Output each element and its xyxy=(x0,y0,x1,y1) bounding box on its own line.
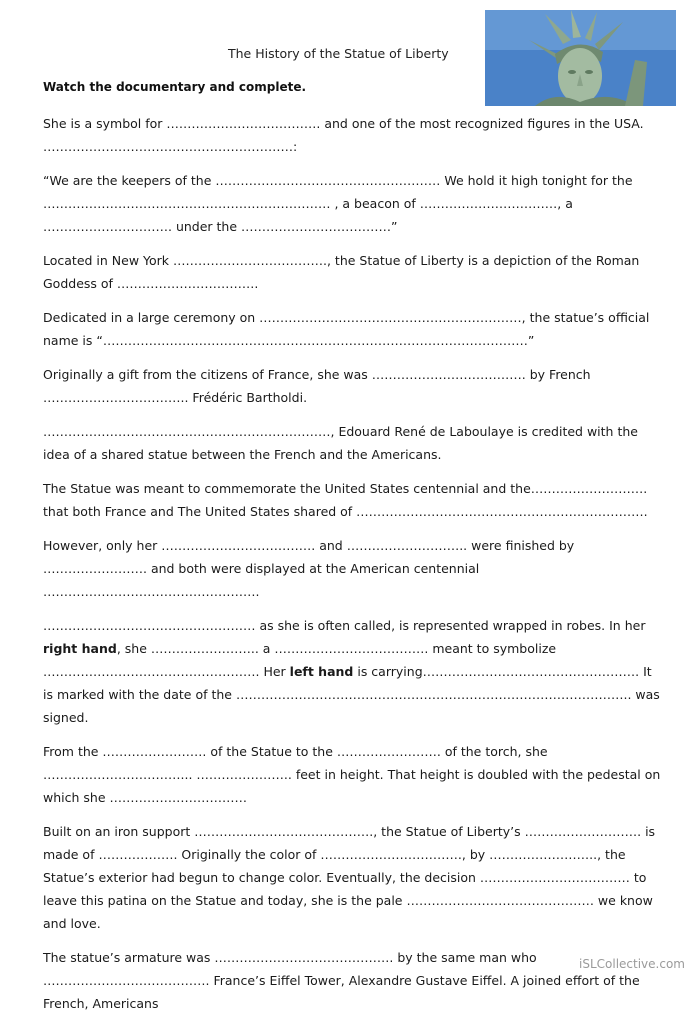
paragraph-dedication xyxy=(43,306,663,352)
paragraph-text: From the ……………………. of the Statue to the ……………………. of the torch, she ……………………………... ………………….. feet in height. That height is doubled with the pedestal on which she …………………………… xyxy=(43,744,661,805)
paragraph-text: …………………………………………… as she is often called, is represented wrapped in robes. In her right hand, she …………………….. a ………………………………. meant to symbolize ……………………………………………. Her left hand is carrying……………………………………………. It is marked with the date of the ………………………………………………………………………………….. was signed. xyxy=(43,618,660,725)
worksheet-title: The History of the Statue of Liberty xyxy=(228,46,449,61)
paragraph-text: ……………………………………………………………, Edouard René de Laboulaye is credited with the idea of a shared statue between the French and the Americans. xyxy=(43,424,638,462)
paragraph-keepers xyxy=(43,169,663,238)
paragraph-text: The Statue was meant to commemorate the United States centennial and the………………………. that both France and The United States shared of ……………………………………………………………. xyxy=(43,481,648,519)
paragraph-height xyxy=(43,740,663,809)
paragraph-text: Built on an iron support ……………………………………., the Statue of Liberty’s ………………………. is made of ………………. Originally the color of ……………………………., by …………………….., the Statue’s exterior had begun to change color. Eventually, the decision ……………………………… to leave this patina on the Statue and today, she is the pale ……………………………………… we know and love. xyxy=(43,824,656,931)
paragraph-text: Dedicated in a large ceremony on ………………………………………………………, the statue’s official name is “…………………………………………………………………………………………” xyxy=(43,310,650,348)
statue-illustration xyxy=(485,10,676,106)
paragraph-robes xyxy=(43,614,663,729)
paragraph-text: However, only her ………………………………. and ……………………….. were finished by ……………………. and both were displayed at the American centennial ……………………………………………. xyxy=(43,538,575,599)
paragraph-text: Located in New York ………………………………., the Statue of Liberty is a depiction of the Roman Goddess of ……………………………. xyxy=(43,253,640,291)
worksheet-instruction: Watch the documentary and complete. xyxy=(43,80,307,94)
paragraph-finished xyxy=(43,534,663,603)
paragraph-gift xyxy=(43,363,663,409)
paragraph-location xyxy=(43,249,663,295)
paragraph-iron-support xyxy=(43,820,663,935)
paragraph-text: The statue’s armature was ……………………………………. by the same man who …………………………………. France’s Eiffel Tower, Alexandre Gustave Eiffel. A joined effort of the French, Americans xyxy=(43,950,640,1011)
paragraph-text: She is a symbol for ………………………………. and one of the most recognized figures in the USA. ……………………………………………………: xyxy=(43,116,644,154)
statue-of-liberty-photo xyxy=(485,10,676,106)
site-watermark: iSLCollective.com xyxy=(579,957,685,971)
paragraph-text: “We are the keepers of the ……………………………………………… We hold it high tonight for the …………………………………………………………… , a beacon of ……………………………, a …………………………. under the ………………………………” xyxy=(43,173,633,234)
paragraph-symbol xyxy=(43,112,663,158)
paragraph-armature xyxy=(43,946,663,1015)
worksheet-body xyxy=(43,112,663,1026)
paragraph-text: Originally a gift from the citizens of France, she was ………………………………. by French …………………………….. Frédéric Bartholdi. xyxy=(43,367,591,405)
paragraph-laboulaye xyxy=(43,420,663,466)
paragraph-centennial xyxy=(43,477,663,523)
